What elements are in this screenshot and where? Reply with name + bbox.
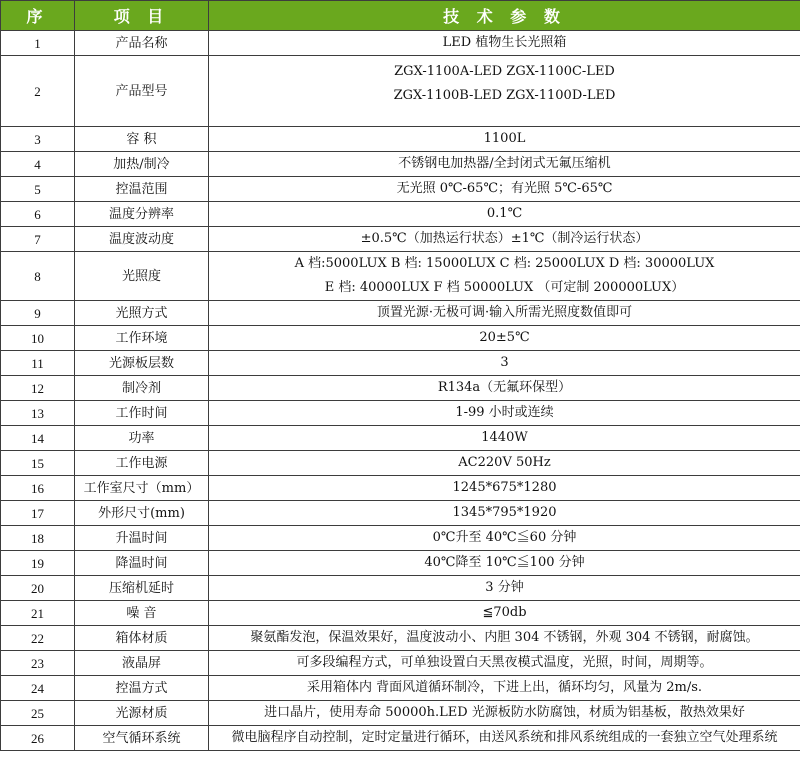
value-line: 3 分钟	[485, 580, 524, 595]
table-row	[1, 576, 800, 601]
value-line: E 档: 40000LUX F 档 50000LUX （可定制 200000LUX）	[324, 280, 685, 295]
row-number: 16	[1, 476, 75, 501]
row-number: 24	[1, 676, 75, 701]
value-line: 微电脑程序自动控制，定时定量进行循环，由送风系统和排风系统组成的一套独立空气处理系统	[231, 730, 778, 745]
row-value	[209, 152, 800, 177]
value-line: 1245*675*1280	[452, 480, 557, 495]
row-number: 2	[1, 56, 75, 127]
row-number: 26	[1, 726, 75, 751]
table-row	[1, 202, 800, 227]
row-item: 降温时间	[75, 551, 209, 576]
row-item: 温度分辨率	[75, 202, 209, 227]
row-value	[209, 301, 800, 326]
row-number: 23	[1, 651, 75, 676]
row-value	[209, 127, 800, 152]
row-item: 光照方式	[75, 301, 209, 326]
table-row	[1, 252, 800, 301]
row-value	[209, 56, 800, 127]
table-row	[1, 31, 800, 56]
value-line: ≦70db	[482, 605, 527, 620]
value-line: 采用箱体内 背面风道循环制冷，下进上出，循环均匀，风量为 2m/s.	[306, 680, 703, 695]
table-row	[1, 177, 800, 202]
value-line: 3	[500, 355, 509, 370]
row-value	[209, 601, 800, 626]
row-number: 22	[1, 626, 75, 651]
row-item: 工作时间	[75, 401, 209, 426]
table-row	[1, 376, 800, 401]
value-line: 20±5℃	[479, 330, 530, 345]
row-item: 压缩机延时	[75, 576, 209, 601]
table-row	[1, 227, 800, 252]
row-item: 加热/制冷	[75, 152, 209, 177]
row-value	[209, 701, 800, 726]
row-number: 6	[1, 202, 75, 227]
row-value	[209, 726, 800, 751]
table-row	[1, 127, 800, 152]
row-item: 温度波动度	[75, 227, 209, 252]
value-line: 顶置光源·无极可调·输入所需光照度数值即可	[376, 305, 633, 320]
row-item: 容 积	[75, 127, 209, 152]
row-item: 制冷剂	[75, 376, 209, 401]
row-value	[209, 676, 800, 701]
row-number: 13	[1, 401, 75, 426]
row-number: 12	[1, 376, 75, 401]
value-line: ±0.5℃（加热运行状态）±1℃（制冷运行状态）	[360, 231, 649, 246]
value-line: R134a（无氟环保型）	[437, 380, 572, 395]
table-row	[1, 701, 800, 726]
row-number: 18	[1, 526, 75, 551]
value-line: A 档:5000LUX B 档: 15000LUX C 档: 25000LUX D 档: 30000LUX	[294, 256, 715, 271]
table-row	[1, 626, 800, 651]
row-item: 升温时间	[75, 526, 209, 551]
table-row	[1, 401, 800, 426]
row-item: 控温范围	[75, 177, 209, 202]
header-no: 序	[1, 1, 75, 31]
table-row	[1, 726, 800, 751]
table-row	[1, 526, 800, 551]
table-row	[1, 351, 800, 376]
value-line: 1440W	[481, 430, 528, 445]
row-value	[209, 426, 800, 451]
row-item: 功率	[75, 426, 209, 451]
table-row	[1, 551, 800, 576]
value-line: 可多段编程方式，可单独设置白天黑夜模式温度，光照，时间，周期等。	[296, 655, 713, 670]
row-item: 液晶屏	[75, 651, 209, 676]
row-number: 8	[1, 252, 75, 301]
row-item: 工作环境	[75, 326, 209, 351]
row-number: 11	[1, 351, 75, 376]
row-value	[209, 476, 800, 501]
row-item: 噪 音	[75, 601, 209, 626]
header-row	[1, 1, 800, 31]
table-row	[1, 651, 800, 676]
row-item: 箱体材质	[75, 626, 209, 651]
table-row	[1, 601, 800, 626]
row-number: 1	[1, 31, 75, 56]
row-value	[209, 526, 800, 551]
table-row	[1, 56, 800, 127]
row-value	[209, 576, 800, 601]
row-value	[209, 376, 800, 401]
row-value	[209, 351, 800, 376]
value-line: ZGX-1100B-LED ZGX-1100D-LED	[393, 88, 616, 103]
value-line: LED 植物生长光照箱	[442, 35, 567, 50]
value-line: 进口晶片，使用寿命 50000h.LED 光源板防水防腐蚀，材质为铝基板，散热效果好	[264, 705, 745, 720]
row-number: 10	[1, 326, 75, 351]
table-row	[1, 326, 800, 351]
value-line: 无光照 0℃-65℃；有光照 5℃-65℃	[396, 181, 613, 196]
row-item: 工作室尺寸（mm）	[75, 476, 209, 501]
row-item: 控温方式	[75, 676, 209, 701]
row-number: 25	[1, 701, 75, 726]
row-value	[209, 252, 800, 301]
value-line: 1100L	[483, 131, 526, 146]
row-number: 4	[1, 152, 75, 177]
row-item: 光源板层数	[75, 351, 209, 376]
value-line: 0℃升至 40℃≦60 分钟	[432, 530, 577, 545]
header-value: 技 术 参 数	[209, 1, 800, 31]
value-line: AC220V 50Hz	[458, 455, 551, 470]
row-value	[209, 451, 800, 476]
table-row	[1, 152, 800, 177]
header-item: 项 目	[75, 1, 209, 31]
row-number: 20	[1, 576, 75, 601]
row-number: 15	[1, 451, 75, 476]
table-row	[1, 426, 800, 451]
table-row	[1, 301, 800, 326]
table-row	[1, 476, 800, 501]
value-line: ZGX-1100A-LED ZGX-1100C-LED	[394, 64, 615, 79]
value-line: 不锈钢电加热器/全封闭式无氟压缩机	[398, 156, 611, 171]
table-row	[1, 451, 800, 476]
row-value	[209, 401, 800, 426]
row-value	[209, 31, 800, 56]
row-number: 14	[1, 426, 75, 451]
row-value	[209, 177, 800, 202]
row-number: 17	[1, 501, 75, 526]
row-number: 19	[1, 551, 75, 576]
value-line: 40℃降至 10℃≦100 分钟	[424, 555, 585, 570]
row-item: 工作电源	[75, 451, 209, 476]
row-item: 产品名称	[75, 31, 209, 56]
row-value	[209, 551, 800, 576]
table-row	[1, 501, 800, 526]
row-item: 外形尺寸(mm)	[75, 501, 209, 526]
value-line: 聚氨酯发泡，保温效果好，温度波动小、内胆 304 不锈钢，外观 304 不锈钢，耐腐蚀。	[250, 630, 759, 645]
row-item: 产品型号	[75, 56, 209, 127]
row-number: 3	[1, 127, 75, 152]
row-value	[209, 326, 800, 351]
row-number: 7	[1, 227, 75, 252]
row-number: 5	[1, 177, 75, 202]
row-number: 21	[1, 601, 75, 626]
row-value	[209, 501, 800, 526]
value-line: 1-99 小时或连续	[455, 405, 554, 420]
value-line: 1345*795*1920	[452, 505, 557, 520]
row-value	[209, 651, 800, 676]
row-item: 光照度	[75, 252, 209, 301]
row-value	[209, 626, 800, 651]
row-number: 9	[1, 301, 75, 326]
row-value	[209, 202, 800, 227]
table-row	[1, 676, 800, 701]
row-item: 光源材质	[75, 701, 209, 726]
value-line: 0.1℃	[486, 206, 523, 221]
row-item: 空气循环系统	[75, 726, 209, 751]
row-value	[209, 227, 800, 252]
